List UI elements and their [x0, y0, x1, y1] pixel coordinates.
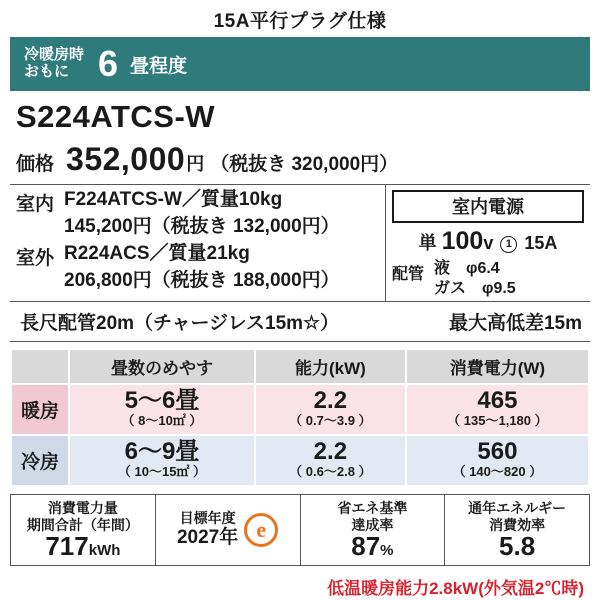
pipe-label: 配管 [392, 266, 425, 283]
power-voltage: 100 [441, 227, 484, 255]
apf-value: 5.8 [499, 530, 536, 561]
capacity-unit: 畳程度 [130, 55, 188, 77]
outdoor-unit-row [16, 243, 385, 270]
spec-table-header-row [11, 349, 589, 384]
table-row [11, 384, 589, 435]
low-temp-note: 低温暖房能力2.8kW(外気温2℃時) [327, 579, 584, 599]
cooling-tatami-cell [69, 435, 255, 486]
price-row [10, 139, 590, 185]
energy-label-line2: 期間合計（年間） [26, 516, 139, 533]
apf-label-line1: 通年エネルギー [468, 500, 567, 517]
heating-tatami-sub: （ 8〜10㎡ ） [121, 413, 203, 429]
apf-label-line2: 消費効率 [489, 516, 546, 533]
standard-number: 87 [351, 530, 381, 561]
cooling-capacity-sub: （ 0.6〜2.8 ） [289, 464, 372, 480]
units-left [10, 185, 385, 301]
standard-value [351, 530, 394, 561]
heating-tatami-main: 5〜6畳 [124, 387, 200, 414]
spec-table [10, 348, 590, 487]
energy-unit: kWh [88, 541, 121, 559]
row-label-cooling: 冷房 [11, 435, 69, 486]
standard-label-line1: 省エネ基準 [337, 500, 408, 517]
long-pipe-band [10, 302, 590, 342]
energy-standard-box [301, 495, 446, 565]
spec-header-power: 消費電力(W) [406, 349, 589, 384]
price-excluding-tax: （税抜き 320,000円） [210, 154, 399, 175]
target-text [177, 510, 238, 550]
heating-capacity-sub: （ 0.7〜3.9 ） [289, 413, 372, 429]
units-section [10, 185, 590, 302]
price-label: 価格 [16, 154, 55, 175]
indoor-model: F224ATCS-W／質量10kg [64, 189, 283, 210]
energy-label-e-icon: e [244, 513, 278, 547]
phase-circle-icon: 1 [500, 236, 517, 253]
outdoor-price: 206,800円（税抜き 188,000円） [64, 269, 340, 291]
indoor-unit-row [16, 189, 385, 216]
spec-header-capacity: 能力(kW) [255, 349, 406, 384]
pipe-spec-row [386, 259, 590, 301]
capacity-label-line1: 冷暖房時 [24, 46, 85, 64]
indoor-price-row [16, 216, 385, 239]
cooling-tatami-main: 6〜9畳 [124, 438, 200, 466]
heating-power-cell [406, 384, 589, 435]
power-current: 15A [524, 233, 558, 253]
cooling-capacity-cell [255, 435, 406, 486]
long-pipe-text: 長尺配管20m（チャージレス15m☆） [20, 313, 340, 334]
table-row [11, 435, 589, 486]
power-value-row [386, 227, 590, 256]
standard-unit: % [380, 541, 394, 559]
cooling-power-sub: （ 140〜820 ） [452, 464, 543, 480]
energy-value [45, 530, 121, 561]
outdoor-tag: 室外 [16, 247, 55, 269]
capacity-label-line2: おもに [24, 63, 70, 80]
model-number: S224ATCS-W [16, 99, 216, 134]
pipe-liquid: 液 φ6.4 [434, 260, 500, 277]
price-yen: 円 [186, 154, 205, 174]
power-section [385, 185, 590, 301]
heating-capacity-cell [255, 384, 406, 435]
cooling-power-cell [406, 435, 589, 486]
indoor-tag: 室内 [16, 194, 55, 215]
price-amount: 352,000 [66, 141, 186, 177]
energy-number: 717 [45, 530, 89, 561]
power-phase: 単 [418, 233, 437, 253]
spec-header-tatami: 畳数のめやす [69, 349, 255, 384]
bottom-metrics [10, 494, 590, 566]
heating-tatami-cell [69, 384, 255, 435]
energy-label-line1: 消費電力量 [47, 500, 118, 517]
spec-header-blank [11, 349, 69, 384]
cooling-tatami-sub: （ 10〜15㎡ ） [117, 464, 207, 480]
outdoor-model: R224ACS／質量21kg [64, 242, 250, 264]
heating-power-sub: （ 135〜1,180 ） [447, 413, 548, 429]
power-voltage-unit: v [483, 233, 494, 253]
pipe-gas: ガス φ9.5 [434, 280, 516, 297]
standard-label-line2: 達成率 [351, 516, 394, 533]
capacity-band-labels [24, 47, 84, 81]
cooling-power-main: 560 [477, 438, 518, 466]
heating-capacity-main: 2.2 [313, 387, 348, 414]
energy-consumption-box [11, 495, 156, 565]
target-inner [177, 510, 278, 550]
target-label: 目標年度 [179, 510, 236, 527]
row-label-heating: 暖房 [11, 384, 69, 435]
target-year: 2027年 [176, 527, 239, 549]
indoor-price: 145,200円（税抜き 132,000円） [64, 216, 340, 237]
apf-box [445, 495, 589, 565]
max-height-diff-text: 最大高低差15m [448, 313, 582, 334]
capacity-value: 6 [98, 43, 119, 84]
cooling-capacity-main: 2.2 [313, 438, 348, 466]
target-year-box [156, 495, 301, 565]
capacity-band [10, 37, 590, 91]
pipe-values [434, 259, 516, 299]
outdoor-price-row [16, 270, 385, 293]
power-title: 室内電源 [392, 190, 584, 223]
plug-spec-text: 15A平行プラグ仕様 [213, 11, 387, 32]
heating-power-main: 465 [477, 387, 518, 414]
